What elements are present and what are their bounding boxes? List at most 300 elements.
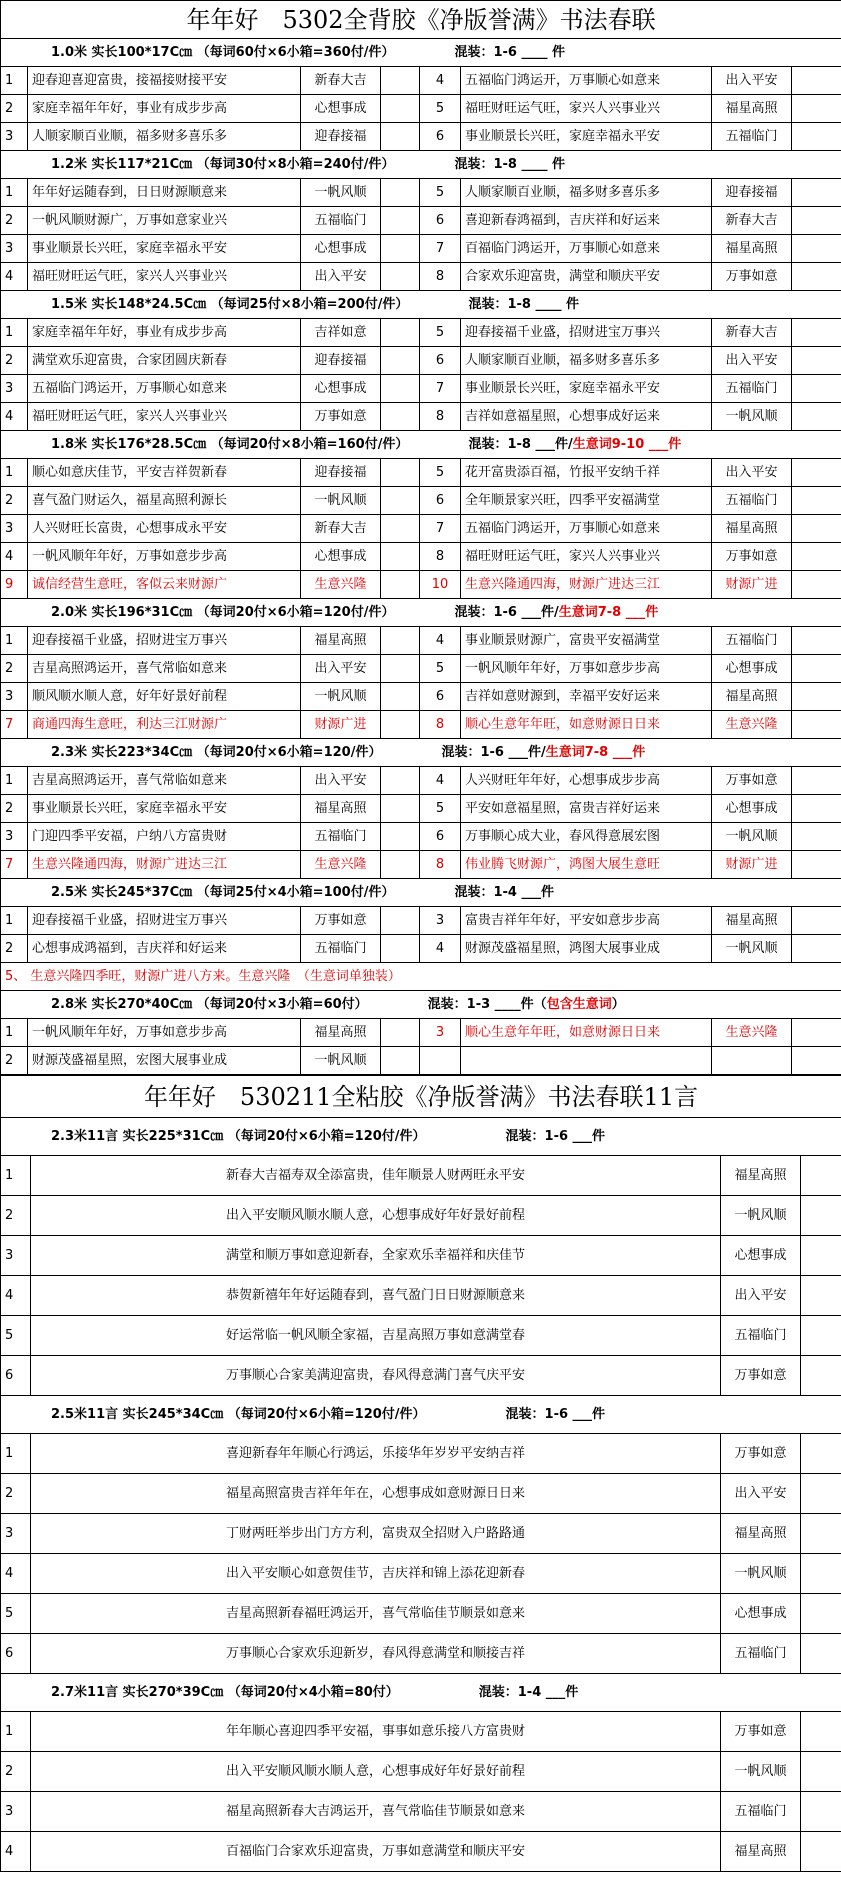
- spacer-cell: [792, 711, 841, 739]
- couplet-text: 财源茂盛福星照，宏图大展事业成: [28, 1047, 301, 1075]
- couplet-text: 生意兴隆通四海，财源广进达三江: [28, 851, 301, 879]
- couplet-text: 百福临门合家欢乐迎富贵，万事如意满堂和顺庆平安: [31, 1832, 721, 1872]
- spacer-cell: [792, 823, 841, 851]
- row-number: 4: [420, 767, 461, 795]
- row-number: 7: [420, 515, 461, 543]
- couplet-text: 年年顺心喜迎四季平安福，事事如意乐接八方富贵财: [31, 1712, 721, 1752]
- horizontal-scroll-text: 福星高照: [712, 235, 792, 263]
- table-row: [1, 935, 841, 963]
- horizontal-scroll-text: 出入平安: [721, 1474, 801, 1514]
- horizontal-scroll-text: 心想事成: [301, 543, 381, 571]
- section-mix: 混装：1-4 ___件: [478, 1685, 579, 1700]
- section-note: 5、 生意兴隆四季旺，财源广进八方来。生意兴隆 （生意词单独装）: [1, 963, 841, 991]
- row-number: 5: [420, 655, 461, 683]
- table-row: [1, 1019, 841, 1047]
- row-number: 8: [420, 263, 461, 291]
- row-number: 4: [420, 67, 461, 95]
- horizontal-scroll-text: 五福临门: [712, 627, 792, 655]
- horizontal-scroll-text: 财源广进: [301, 711, 381, 739]
- table-row: [1, 1792, 841, 1832]
- horizontal-scroll-text: 五福临门: [721, 1792, 801, 1832]
- couplet-text: 一帆风顺年年好，万事如意步步高: [28, 1019, 301, 1047]
- couplet-text: 花开富贵添百福，竹报平安纳千祥: [461, 459, 712, 487]
- horizontal-scroll-text: 五福临门: [712, 123, 792, 151]
- spacer-cell: [381, 711, 420, 739]
- spacer-cell: [381, 123, 420, 151]
- section-header: [1, 1118, 841, 1156]
- horizontal-scroll-text: 一帆风顺: [721, 1196, 801, 1236]
- horizontal-scroll-text: 一帆风顺: [301, 683, 381, 711]
- table-row: [1, 1196, 841, 1236]
- horizontal-scroll-text: 心想事成: [721, 1594, 801, 1634]
- table-row: [1, 1514, 841, 1554]
- spacer-cell: [381, 235, 420, 263]
- horizontal-scroll-text: 福星高照: [721, 1832, 801, 1872]
- row-number: 5: [420, 459, 461, 487]
- section-mix: 混装：1-6 ___件: [505, 1129, 606, 1144]
- spacer-cell: [792, 263, 841, 291]
- row-number: 3: [1, 683, 28, 711]
- horizontal-scroll-text: 五福临门: [301, 823, 381, 851]
- couplet-text: 福旺财旺运气旺，家兴人兴事业兴: [28, 403, 301, 431]
- horizontal-scroll-text: 万事如意: [712, 767, 792, 795]
- spacer-cell: [381, 823, 420, 851]
- horizontal-scroll-text: 生意兴隆: [712, 711, 792, 739]
- horizontal-scroll-text: 出入平安: [301, 263, 381, 291]
- section-spec: 2.5米11言 实长245*34C㎝ （每词20付×6小箱=120付/件）: [51, 1407, 426, 1422]
- table-row: [1, 655, 841, 683]
- row-number: 6: [420, 207, 461, 235]
- spacer-cell: [381, 655, 420, 683]
- row-number: 9: [1, 571, 28, 599]
- horizontal-scroll-text: 新春大吉: [301, 515, 381, 543]
- spacer-cell: [792, 235, 841, 263]
- spacer-cell: [801, 1276, 841, 1316]
- couplet-text: 百福临门鸿运开，万事顺心如意来: [461, 235, 712, 263]
- couplet-text: 万事顺心合家美满迎富贵，春风得意满门喜气庆平安: [31, 1356, 721, 1396]
- couplet-text: 心想事成鸿福到，吉庆祥和好运来: [28, 935, 301, 963]
- row-number: 2: [1, 935, 28, 963]
- horizontal-scroll-text: 心想事成: [712, 655, 792, 683]
- spacer-cell: [792, 627, 841, 655]
- row-number: 2: [1, 1474, 31, 1514]
- horizontal-scroll-text: 迎春接福: [301, 347, 381, 375]
- row-number: 4: [1, 263, 28, 291]
- couplet-text: 人顺家顺百业顺，福多财多喜乐多: [461, 347, 712, 375]
- spacer-cell: [792, 851, 841, 879]
- spacer-cell: [381, 767, 420, 795]
- spacer-cell: [381, 935, 420, 963]
- row-number: 1: [1, 1434, 31, 1474]
- couplet-text: 人顺家顺百业顺，福多财多喜乐多: [28, 123, 301, 151]
- horizontal-scroll-text: 新春大吉: [301, 67, 381, 95]
- horizontal-scroll-text: 一帆风顺: [721, 1554, 801, 1594]
- couplet-text: 吉星高照新春福旺鸿运开，喜气常临佳节顺景如意来: [31, 1594, 721, 1634]
- spacer-cell: [381, 627, 420, 655]
- couplet-text: 迎春接福千业盛，招财进宝万事兴: [461, 319, 712, 347]
- section-header: [1, 879, 841, 907]
- row-number: 2: [1, 207, 28, 235]
- row-number: 3: [1, 1236, 31, 1276]
- horizontal-scroll-text: 福星高照: [721, 1514, 801, 1554]
- row-number: 1: [1, 179, 28, 207]
- couplet-text: 事业顺景长兴旺，家庭幸福永平安: [461, 375, 712, 403]
- spacer-cell: [801, 1634, 841, 1674]
- table-row: [1, 1594, 841, 1634]
- spacer-cell: [792, 571, 841, 599]
- couplet-text: 喜气盈门财运久，福星高照利源长: [28, 487, 301, 515]
- spacer-cell: [801, 1792, 841, 1832]
- table-row: [1, 67, 841, 95]
- couplet-text: 出入平安顺风顺水顺人意，心想事成好年好景好前程: [31, 1196, 721, 1236]
- spacer-cell: [801, 1316, 841, 1356]
- horizontal-scroll-text: 万事如意: [712, 543, 792, 571]
- section-mix: 混装：1-6 ___件/: [454, 605, 559, 620]
- table-row: [1, 1047, 841, 1075]
- table-row: [1, 235, 841, 263]
- table-row: [1, 1752, 841, 1792]
- row-number: 3: [420, 907, 461, 935]
- couplet-text: 迎春接福千业盛，招财进宝万事兴: [28, 907, 301, 935]
- table-row: [1, 795, 841, 823]
- couplet-text: 五福临门鸿运开，万事顺心如意来: [461, 515, 712, 543]
- section-mix-business: 包含生意词: [546, 997, 612, 1012]
- couplet-text: 吉祥如意福星照，心想事成好运来: [461, 403, 712, 431]
- horizontal-scroll-text: 心想事成: [301, 375, 381, 403]
- horizontal-scroll-text: 万事如意: [301, 403, 381, 431]
- row-number: 1: [1, 1019, 28, 1047]
- couplet-text: 诚信经营生意旺，客似云来财源广: [28, 571, 301, 599]
- row-number: 1: [1, 907, 28, 935]
- spacer-cell: [792, 1019, 841, 1047]
- row-number: 8: [420, 851, 461, 879]
- spacer-cell: [801, 1514, 841, 1554]
- section-header: [1, 991, 841, 1019]
- spacer-cell: [381, 67, 420, 95]
- couplet-text: 满堂欢乐迎富贵，合家团圆庆新春: [28, 347, 301, 375]
- section-header: [1, 39, 841, 67]
- spacer-cell: [801, 1832, 841, 1872]
- spacer-cell: [381, 1019, 420, 1047]
- row-number: 6: [1, 1356, 31, 1396]
- couplet-text: 一帆风顺年年好，万事如意步步高: [461, 655, 712, 683]
- spacer-cell: [801, 1434, 841, 1474]
- table-row: [1, 683, 841, 711]
- table-row: [1, 123, 841, 151]
- couplet-text: 人兴财旺长富贵，心想事成永平安: [28, 515, 301, 543]
- table-row: [1, 263, 841, 291]
- horizontal-scroll-text: 五福临门: [301, 207, 381, 235]
- spacer-cell: [801, 1156, 841, 1196]
- horizontal-scroll-text: 万事如意: [721, 1356, 801, 1396]
- horizontal-scroll-text: 生意兴隆: [301, 571, 381, 599]
- horizontal-scroll-text: 迎春接福: [301, 123, 381, 151]
- spacer-cell: [792, 935, 841, 963]
- row-number: 6: [420, 487, 461, 515]
- horizontal-scroll-text: 一帆风顺: [301, 179, 381, 207]
- couplet-text: 家庭幸福年年好，事业有成步步高: [28, 95, 301, 123]
- couplet-text: 顺心如意庆佳节，平安吉祥贺新春: [28, 459, 301, 487]
- row-number: 6: [420, 823, 461, 851]
- table-row: [1, 1474, 841, 1514]
- couplet-text: 新春大吉福寿双全添富贵，佳年顺景人财两旺永平安: [31, 1156, 721, 1196]
- horizontal-scroll-text: 一帆风顺: [712, 403, 792, 431]
- table-row: [1, 487, 841, 515]
- row-number: 5: [1, 1594, 31, 1634]
- horizontal-scroll-text: 五福临门: [301, 935, 381, 963]
- row-number: 5: [1, 1316, 31, 1356]
- couplet-text: 事业顺景长兴旺，家庭幸福永平安: [461, 123, 712, 151]
- horizontal-scroll-text: 福星高照: [712, 95, 792, 123]
- couplet-text: 顺风顺水顺人意，好年好景好前程: [28, 683, 301, 711]
- couplet-text: 事业顺景长兴旺，家庭幸福永平安: [28, 795, 301, 823]
- section-spec: 1.5米 实长148*24.5C㎝ （每词25付×8小箱=200付/件）: [51, 297, 409, 312]
- spacer-cell: [381, 375, 420, 403]
- row-number: 3: [1, 235, 28, 263]
- row-number: 4: [1, 1832, 31, 1872]
- row-number: 6: [420, 683, 461, 711]
- horizontal-scroll-text: 财源广进: [712, 851, 792, 879]
- section-header: [1, 1674, 841, 1712]
- couplet-text: 好运常临一帆风顺全家福，吉星高照万事如意满堂春: [31, 1316, 721, 1356]
- horizontal-scroll-text: 心想事成: [301, 95, 381, 123]
- horizontal-scroll-text: 一帆风顺: [721, 1752, 801, 1792]
- row-number: 8: [420, 711, 461, 739]
- table-row: [1, 207, 841, 235]
- horizontal-scroll-text: 新春大吉: [712, 319, 792, 347]
- spacer-cell: [792, 403, 841, 431]
- table-row: [1, 347, 841, 375]
- row-number: 1: [1, 627, 28, 655]
- spacer-cell: [381, 795, 420, 823]
- section-mix: 混装：1-4 ___件: [454, 885, 554, 900]
- section-mix-end: ）: [611, 997, 625, 1012]
- spacer-cell: [792, 347, 841, 375]
- row-number: 7: [420, 375, 461, 403]
- table-row: [1, 907, 841, 935]
- couplet-text: 一帆风顺年年好，万事如意步步高: [28, 543, 301, 571]
- row-number: 4: [1, 1276, 31, 1316]
- horizontal-scroll-text: 出入平安: [301, 767, 381, 795]
- row-number: 5: [420, 795, 461, 823]
- row-number: 4: [1, 1554, 31, 1594]
- table-row: [1, 403, 841, 431]
- table-row: [1, 95, 841, 123]
- table-row: [1, 179, 841, 207]
- spacer-cell: [381, 403, 420, 431]
- spacer-cell: [801, 1356, 841, 1396]
- couplet-text: 福旺财旺运气旺，家兴人兴事业兴: [461, 543, 712, 571]
- couplet-text: 出入平安顺心如意贺佳节，吉庆祥和锦上添花迎新春: [31, 1554, 721, 1594]
- couplet-text: 富贵吉祥年年好，平安如意步步高: [461, 907, 712, 935]
- section-mix-business: 生意词7-8 ___件: [558, 605, 659, 620]
- row-number: 3: [1, 1792, 31, 1832]
- section-header: [1, 599, 841, 627]
- spacer-cell: [381, 851, 420, 879]
- spacer-cell: [792, 487, 841, 515]
- spacer-cell: [792, 179, 841, 207]
- spacer-cell: [792, 907, 841, 935]
- row-number: 2: [1, 487, 28, 515]
- couplet-text: 丁财两旺举步出门方方利，富贵双全招财入户路路通: [31, 1514, 721, 1554]
- spacer-cell: [381, 347, 420, 375]
- spacer-cell: [381, 515, 420, 543]
- row-number: 4: [420, 627, 461, 655]
- couplet-text: 满堂和顺万事如意迎新春，全家欢乐幸福祥和庆佳节: [31, 1236, 721, 1276]
- horizontal-scroll-text: 五福临门: [721, 1316, 801, 1356]
- couplet-text: 平安如意福星照，富贵吉祥好运来: [461, 795, 712, 823]
- row-number: 2: [1, 1752, 31, 1792]
- couplet-text: 福旺财旺运气旺，家兴人兴事业兴: [461, 95, 712, 123]
- spacer-cell: [381, 95, 420, 123]
- horizontal-scroll-text: 福星高照: [712, 683, 792, 711]
- table-row: [1, 1554, 841, 1594]
- horizontal-scroll-text: 出入平安: [712, 347, 792, 375]
- couplet-text: 全年顺景家兴旺，四季平安福满堂: [461, 487, 712, 515]
- horizontal-scroll-text: 一帆风顺: [301, 487, 381, 515]
- row-number: 2: [1, 1047, 28, 1075]
- horizontal-scroll-text: 心想事成: [301, 235, 381, 263]
- spacer-cell: [381, 263, 420, 291]
- horizontal-scroll-text: 福星高照: [721, 1156, 801, 1196]
- row-number: 7: [1, 851, 28, 879]
- section-header: [1, 151, 841, 179]
- section-mix: 混装：1-8 ____ 件: [468, 297, 579, 312]
- section-spec: 2.3米11言 实长225*31C㎝ （每词20付×6小箱=120付/件）: [51, 1129, 426, 1144]
- horizontal-scroll-text: 出入平安: [301, 655, 381, 683]
- row-number: 6: [420, 347, 461, 375]
- section-mix: 混装：1-8 ___件/: [468, 437, 573, 452]
- spacer-cell: [381, 207, 420, 235]
- row-number: 3: [1, 823, 28, 851]
- row-number: 4: [1, 543, 28, 571]
- couplet-text: 五福临门鸿运开，万事顺心如意来: [461, 67, 712, 95]
- horizontal-scroll-text: 万事如意: [712, 263, 792, 291]
- table-row: [1, 543, 841, 571]
- row-number: 5: [420, 179, 461, 207]
- couplet-text: 迎春接福千业盛，招财进宝万事兴: [28, 627, 301, 655]
- table-row: [1, 711, 841, 739]
- table-row: [1, 1356, 841, 1396]
- row-number: 3: [1, 515, 28, 543]
- spacer-cell: [801, 1712, 841, 1752]
- table-row: [1, 375, 841, 403]
- row-number: 4: [420, 935, 461, 963]
- horizontal-scroll-text: 一帆风顺: [301, 1047, 381, 1075]
- couplet-text: 事业顺景长兴旺，家庭幸福永平安: [28, 235, 301, 263]
- full-adhesive-11-char-table: [0, 1075, 841, 1872]
- spacer-cell: [801, 1474, 841, 1514]
- couplet-text: 事业顺景财源广，富贵平安福满堂: [461, 627, 712, 655]
- spacer-cell: [792, 375, 841, 403]
- row-number: 5: [420, 319, 461, 347]
- horizontal-scroll-text: 生意兴隆: [712, 1019, 792, 1047]
- row-number: 2: [1, 655, 28, 683]
- horizontal-scroll-text: 心想事成: [721, 1236, 801, 1276]
- row-number: 4: [1, 403, 28, 431]
- horizontal-scroll-text: 福星高照: [712, 907, 792, 935]
- spacer-cell: [381, 487, 420, 515]
- couplet-text: 万事顺心合家欢乐迎新岁，春风得意满堂和顺接吉祥: [31, 1634, 721, 1674]
- table-row: [1, 1236, 841, 1276]
- couplet-text: 吉星高照鸿运开，喜气常临如意来: [28, 767, 301, 795]
- spacer-cell: [792, 1047, 841, 1075]
- table-row: [1, 1316, 841, 1356]
- section-spec: 1.8米 实长176*28.5C㎝ （每词20付×8小箱=160付/件）: [51, 437, 409, 452]
- couplet-text: 吉祥如意财源到，幸福平安好运来: [461, 683, 712, 711]
- couplet-text: 吉星高照鸿运开，喜气常临如意来: [28, 655, 301, 683]
- horizontal-scroll-text: 出入平安: [712, 67, 792, 95]
- row-number: 5: [420, 95, 461, 123]
- horizontal-scroll-text: 心想事成: [712, 795, 792, 823]
- row-number: 7: [420, 235, 461, 263]
- spacer-cell: [381, 1047, 420, 1075]
- section-mix: 混装：1-6 ___件/: [441, 745, 546, 760]
- horizontal-scroll-text: 福星高照: [712, 515, 792, 543]
- section-header: [1, 431, 841, 459]
- spacer-cell: [381, 179, 420, 207]
- table-row: [1, 1276, 841, 1316]
- couplet-text: 人顺家顺百业顺，福多财多喜乐多: [461, 179, 712, 207]
- couplet-text: 福旺财旺运气旺，家兴人兴事业兴: [28, 263, 301, 291]
- section-spec: 2.0米 实长196*31C㎝ （每词20付×6小箱=120付/件）: [51, 605, 395, 620]
- couplet-text: 人兴财旺年年好，心想事成步步高: [461, 767, 712, 795]
- section-spec: 1.2米 实长117*21C㎝ （每词30付×8小箱=240付/件）: [51, 157, 395, 172]
- couplet-text: 年年好运随春到，日日财源顺意来: [28, 179, 301, 207]
- row-number: 1: [1, 459, 28, 487]
- row-number: 6: [1, 1634, 31, 1674]
- spacer-cell: [792, 795, 841, 823]
- row-number: 3: [1, 375, 28, 403]
- horizontal-scroll-text: 吉祥如意: [301, 319, 381, 347]
- section-spec: 1.0米 实长100*17C㎝ （每词60付×6小箱=360付/件）: [51, 45, 395, 60]
- couplet-text: 五福临门鸿运开，万事顺心如意来: [28, 375, 301, 403]
- spacer-cell: [381, 571, 420, 599]
- table-row: [1, 459, 841, 487]
- table-row: [1, 1634, 841, 1674]
- row-number: 1: [1, 767, 28, 795]
- row-number: 2: [1, 347, 28, 375]
- section-mix: 混装：1-6 ____ 件: [454, 45, 565, 60]
- horizontal-scroll-text: 五福临门: [712, 375, 792, 403]
- horizontal-scroll-text: 生意兴隆: [301, 851, 381, 879]
- table-row: [1, 319, 841, 347]
- row-number: 1: [1, 319, 28, 347]
- spacer-cell: [381, 907, 420, 935]
- couplet-text: 门迎四季平安福，户纳八方富贵财: [28, 823, 301, 851]
- row-number: 3: [1, 1514, 31, 1554]
- table-row: [1, 1434, 841, 1474]
- spacer-cell: [381, 683, 420, 711]
- row-number: 8: [420, 403, 461, 431]
- row-number: 3: [420, 1019, 461, 1047]
- spacer-cell: [801, 1196, 841, 1236]
- spacer-cell: [792, 767, 841, 795]
- spacer-cell: [792, 459, 841, 487]
- section-spec: 2.3米 实长223*34C㎝ （每词20付×6小箱=120/件）: [51, 745, 382, 760]
- horizontal-scroll-text: 五福临门: [712, 487, 792, 515]
- horizontal-scroll-text: 福星高照: [301, 1019, 381, 1047]
- section-mix-business: 生意词7-8 ___件: [545, 745, 646, 760]
- row-number: 1: [1, 67, 28, 95]
- page-title: 年年好 5302全背胶《净版誉满》书法春联: [1, 1, 841, 39]
- row-number: 1: [1, 1156, 31, 1196]
- table-row: [1, 1832, 841, 1872]
- spacer-cell: [381, 459, 420, 487]
- spacer-cell: [801, 1236, 841, 1276]
- couplet-text: 万事顺心成大业，春风得意展宏图: [461, 823, 712, 851]
- couplet-text: 喜迎新春年年顺心行鸿运，乐接华年岁岁平安纳吉祥: [31, 1434, 721, 1474]
